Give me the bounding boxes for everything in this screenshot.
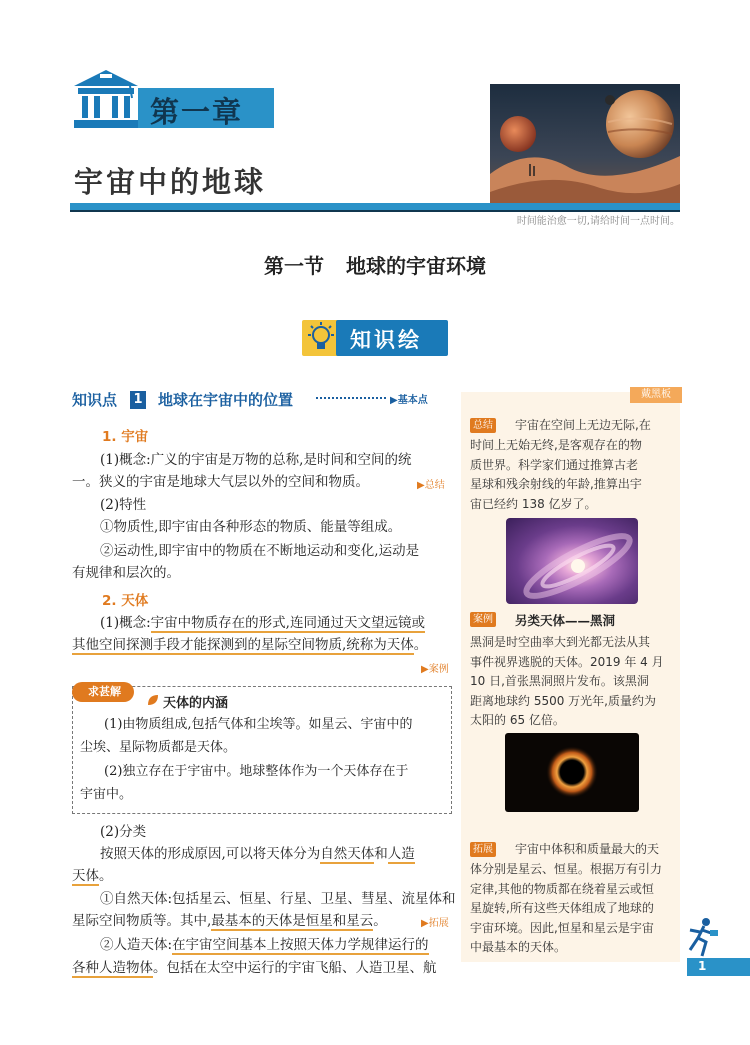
artificial-underlined-1: 在宇宙空间基本上按照天体力学规律运行的: [172, 937, 429, 953]
section-number: 第一节: [264, 254, 324, 278]
header-rule: [70, 203, 680, 210]
artificial-line-2: [72, 957, 437, 979]
classify-label: (2)分类: [100, 824, 147, 840]
page-number: 1: [698, 959, 707, 973]
knowledge-point-header: [72, 389, 452, 413]
sidebar-tab: 戴黑板: [630, 387, 682, 403]
classify-period: 。: [99, 868, 113, 884]
artificial-label: ②人造天体:: [100, 937, 173, 953]
artificial-line-1: [100, 934, 429, 956]
knowledge-point-label: 知识点: [72, 391, 118, 409]
expand-line-4: 星旋转,所有这些天体组成了地球的: [470, 901, 654, 915]
traits-label: (2)特性: [100, 497, 147, 513]
heading-celestial-body: 2. 天体: [102, 593, 149, 609]
school-building-icon: [70, 68, 142, 130]
chapter-label: 第一章: [150, 95, 244, 129]
case-line-3: 10 日,首张黑洞照片发布。该黑洞: [470, 674, 649, 688]
explain-line-3: (2)独立存在于宇宙中。地球整体作为一个天体存在于: [104, 764, 409, 779]
tag-summary: ▶总结: [417, 480, 445, 491]
artificial-text: 。包括在太空中运行的宇宙飞船、人造卫星、航: [153, 960, 437, 976]
lightbulb-icon: [302, 320, 340, 356]
planets-desert-illustration: [490, 84, 680, 206]
body-concept-line-2: [72, 634, 427, 656]
classify-line-1: [100, 843, 415, 865]
expand-line-1: 宇宙中体积和质量最大的天: [515, 842, 660, 856]
trait-2-line-2: 有规律和层次的。: [72, 565, 180, 581]
case-line-4: 距离地球约 5500 万光年,质量约为: [470, 694, 656, 708]
expand-line-2: 体分别是星云、恒星。根据万有引力: [470, 862, 663, 876]
natural-text: 星际空间物质等。其中,: [72, 913, 212, 929]
tag-expand: ▶拓展: [421, 918, 449, 929]
concept-line-2: 一。狭义的宇宙是地球大气层以外的空间和物质。: [72, 474, 369, 490]
explain-line-2: 尘埃、星际物质都是天体。: [80, 740, 237, 755]
natural-period: 。: [373, 913, 387, 929]
trait-1: ①物质性,即宇宙由各种形态的物质、能量等组成。: [100, 519, 402, 535]
dotted-leader: [316, 397, 386, 399]
natural-line-1: ①自然天体:包括星云、恒星、行星、卫星、彗星、流星体和: [100, 891, 456, 907]
running-student-icon: [684, 916, 720, 958]
explain-line-4: 宇宙中。: [80, 787, 133, 802]
case-title: 另类天体——黑洞: [515, 613, 616, 628]
summary-line-1: 宇宙在空间上无边无际,在: [515, 418, 651, 432]
expand-line-3: 定律,其他的物质都在绕着星云或恒: [470, 882, 654, 896]
expand-tag: 拓展: [470, 842, 496, 857]
tag-case: ▶案例: [421, 664, 449, 675]
knowledge-banner: [302, 320, 448, 356]
natural-line-2: [72, 910, 387, 932]
basic-body-underlined: 最基本的天体是恒星和星云: [211, 913, 374, 929]
expand-line-6: 中最基本的天体。: [470, 940, 567, 954]
expand-line-5: 宇宙环境。因此,恒星和星云是宇宙: [470, 921, 654, 935]
artificial-body-term-2: 天体: [72, 868, 99, 884]
trait-2-line-1: ②运动性,即宇宙中的物质在不断地运动和变化,运动是: [100, 543, 420, 559]
concept-line-1: (1)概念:广义的宇宙是万物的总称,是时间和空间的统: [100, 452, 412, 468]
case-tag: 案例: [470, 612, 496, 627]
knowledge-point-title: 地球在宇宙中的位置: [158, 391, 294, 409]
body-concept-underlined-2: 其他空间探测手段才能探测到的星际空间物质,统称为天体: [72, 637, 414, 653]
case-line-1: 黑洞是时空曲率大到光都无法从其: [470, 635, 651, 649]
summary-tag: 总结: [470, 418, 496, 433]
chapter-title: 宇宙中的地球: [74, 165, 267, 199]
section-name: 地球的宇宙环境: [346, 254, 486, 278]
summary-line-5: 宙已经约 138 亿岁了。: [470, 497, 597, 511]
body-concept-label: (1)概念:: [100, 615, 151, 631]
knowledge-icon-box: [302, 320, 340, 356]
knowledge-title: 知识绘: [350, 328, 422, 352]
heading-universe: 1. 宇宙: [102, 429, 149, 445]
artificial-body-term-1: 人造: [387, 846, 415, 862]
body-concept-line-1: [100, 612, 425, 634]
knowledge-point-tag: ▶基本点: [390, 395, 428, 406]
case-line-2: 事件视界逃脱的天体。2019 年 4 月: [470, 655, 664, 669]
classify-and: 和: [374, 846, 388, 862]
body-concept-period: 。: [413, 637, 428, 653]
leaf-icon: [146, 693, 160, 707]
classify-line-2: [72, 865, 113, 887]
natural-body-term: 自然天体: [320, 846, 375, 862]
summary-line-4: 星球和残余射线的年龄,推算出宇: [470, 477, 642, 491]
body-concept-underlined-1: 宇宙中物质存在的形式,连同通过天文望远镜或: [150, 615, 425, 631]
section-title: [0, 250, 750, 279]
classify-text-1: 按照天体的形成原因,可以将天体分为: [100, 846, 321, 862]
knowledge-point-number: 1: [130, 391, 146, 409]
explain-title: 天体的内涵: [163, 696, 229, 711]
explain-line-1: (1)由物质组成,包括气体和尘埃等。如星云、宇宙中的: [104, 717, 413, 732]
case-line-5: 太阳的 65 亿倍。: [470, 713, 565, 727]
chapter-quote: 时间能治愈一切,请给时间一点时间。: [516, 216, 680, 227]
summary-line-3: 质世界。科学家们通过推算古老: [470, 458, 639, 472]
explain-badge: 求甚解: [72, 682, 134, 702]
galaxy-photo: [506, 518, 638, 604]
summary-line-2: 时间上无始无终,是客观存在的物: [470, 438, 642, 452]
artificial-underlined-2: 各种人造物体: [72, 960, 153, 976]
footer-bar: [687, 958, 750, 976]
black-hole-photo: [505, 733, 639, 812]
